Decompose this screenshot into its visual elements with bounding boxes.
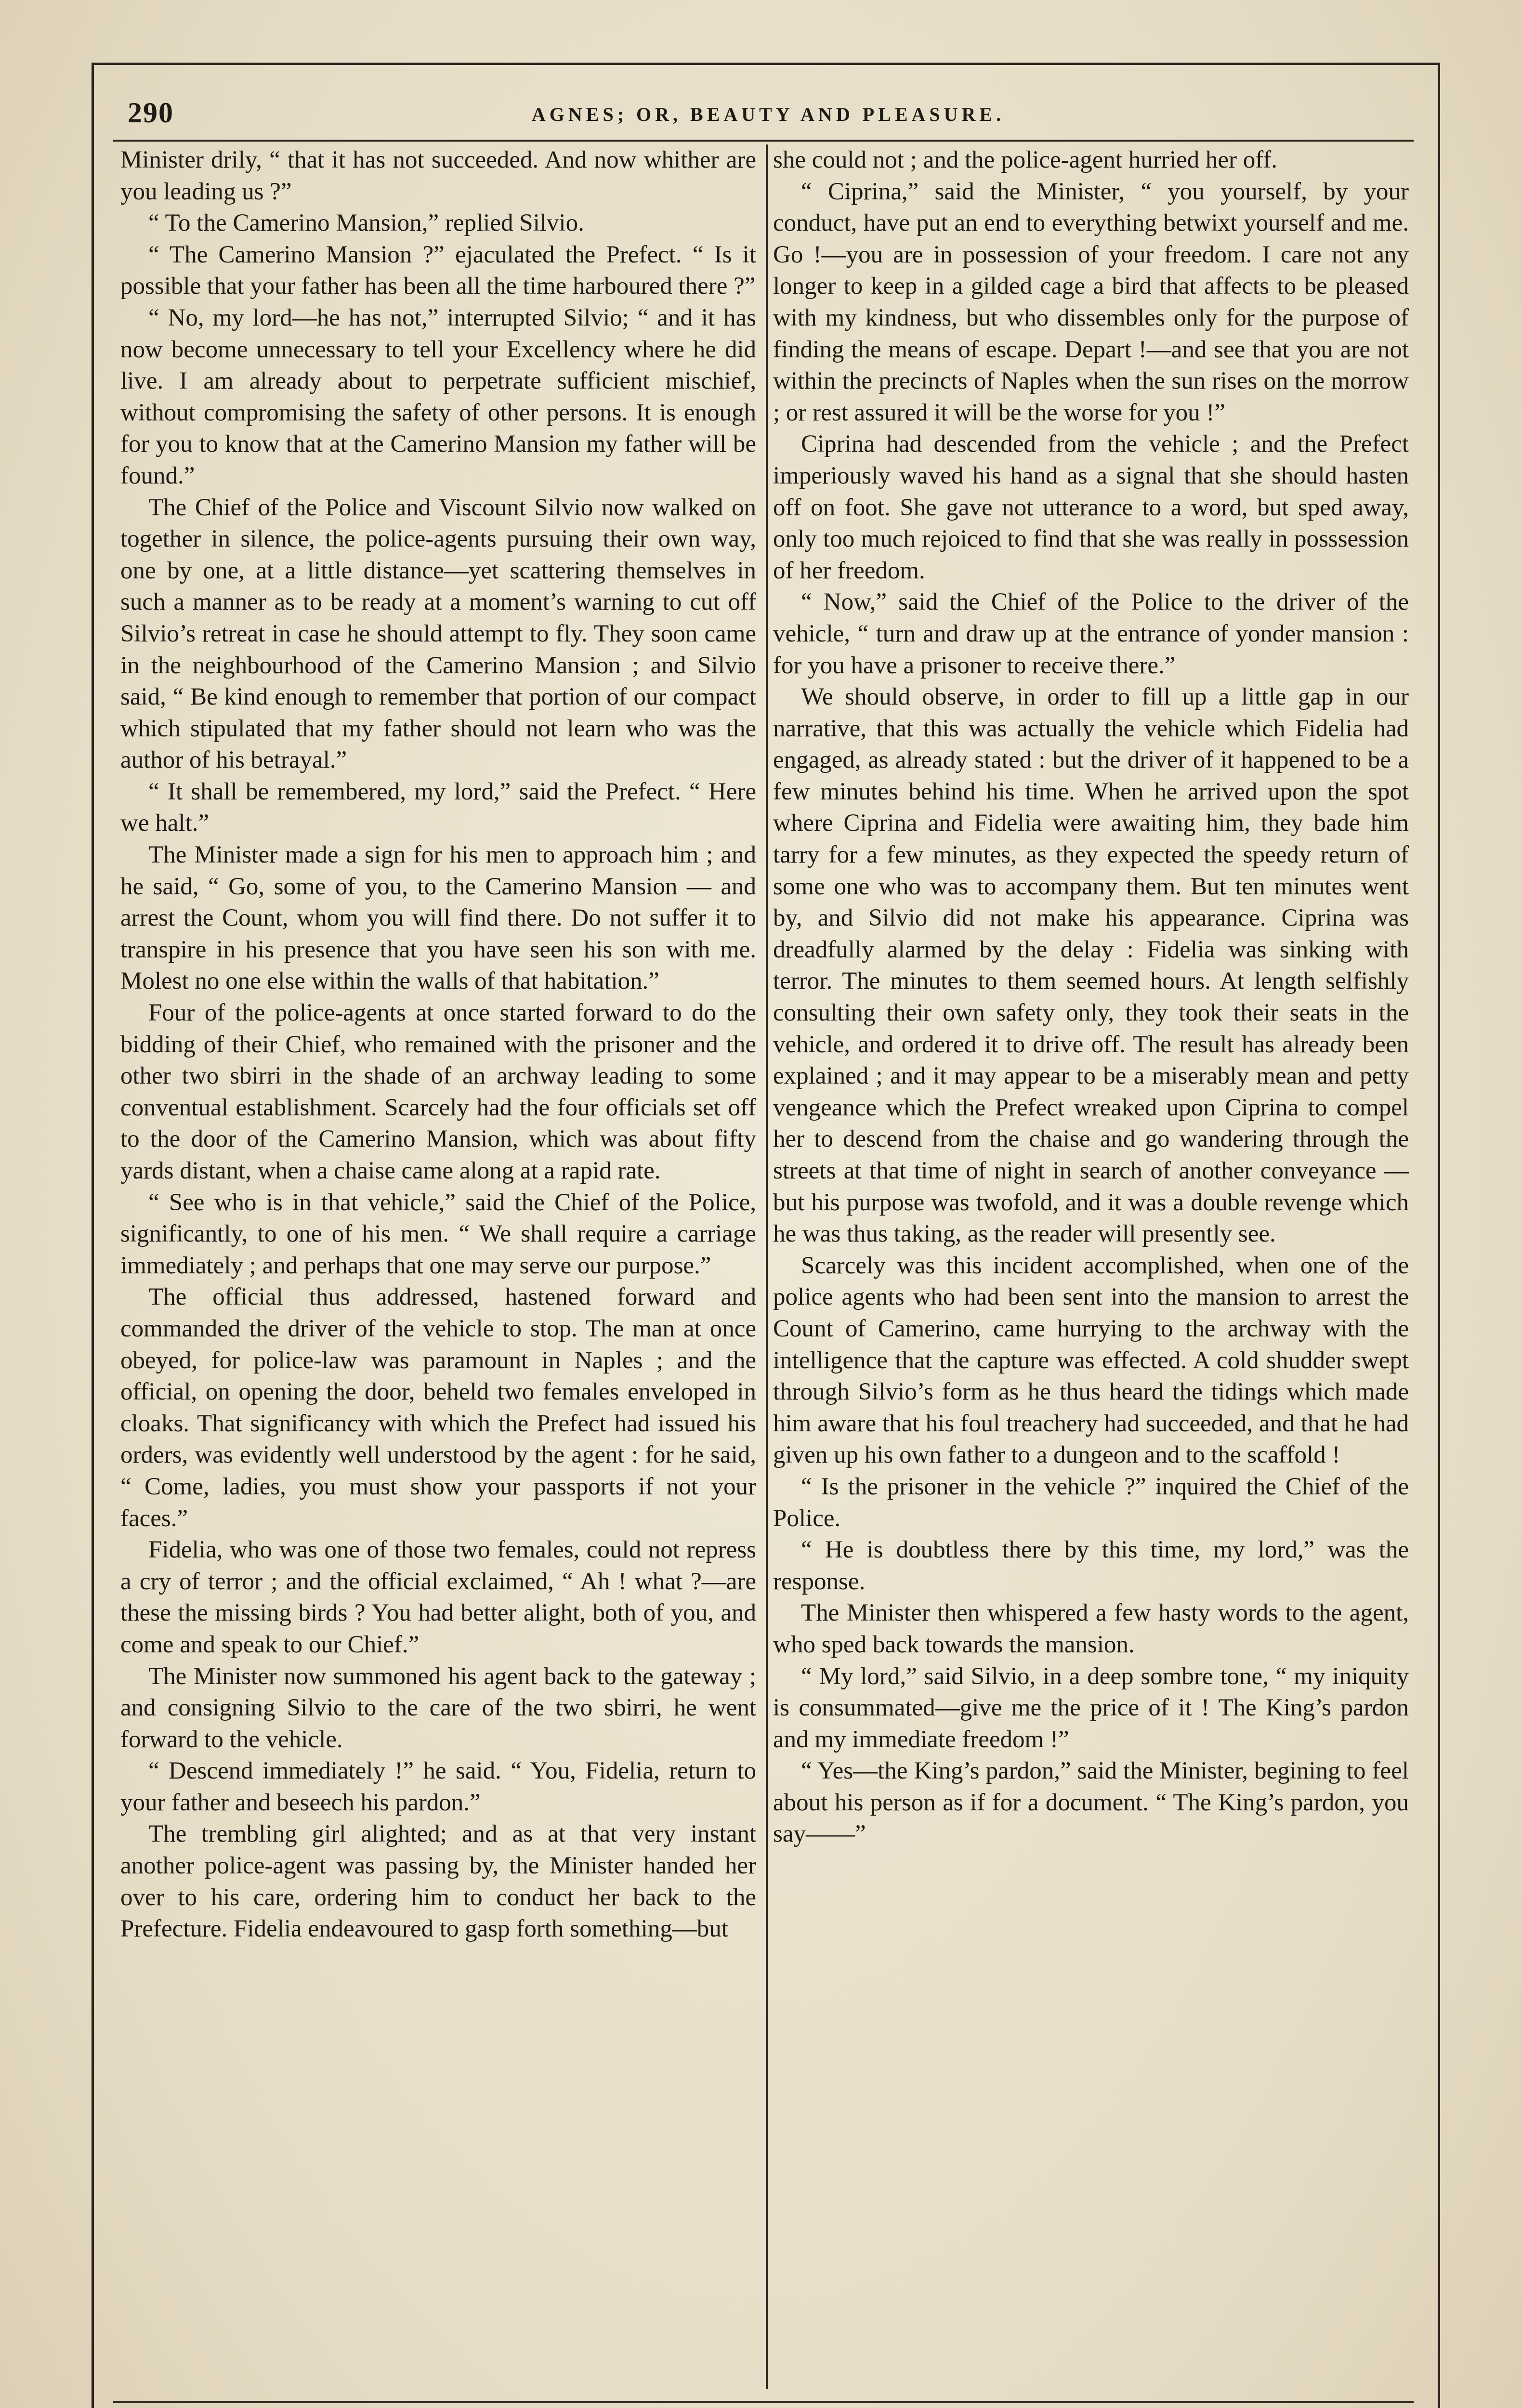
paragraph: The Minister then whispered a few hasty words to the agent, who sped back towards the mansion. <box>773 1599 1409 1658</box>
paragraph: “ Ciprina,” said the Minister, “ you yourself, by your conduct, have put an end to everything betwixt yourself and me. Go !—you are in possession of your freedom. I care not any longer to keep in a gilded cage a bird that affects to be pleased with my kindness, but who dissembles only for the purpose of finding the means of escape. Depart !—and see that you are not within the precincts of Naples when the sun rises on the morrow ; or rest assured it will be the worse for you !” <box>773 178 1409 426</box>
paragraph: Four of the police-agents at once started forward to do the bidding of their Chief, who remained with the prisoner and the other two sbirri in the shade of an archway leading to some conventual establishment. Scarcely had the four officials set off to the door of the Camerino Mansion, which was about fifty yards distant, when a chaise came along at a rapid rate. <box>120 999 756 1184</box>
paragraph: Scarcely was this incident accomplished, when one of the police agents who had been sent into the mansion to arrest the Count of Camerino, came hurrying to the archway with the intelligence that the capture was effected. A cold shudder swept through Silvio’s form as he thus heard the tidings which made him aware that his foul treachery had succeeded, and that he had given up his own father to a dungeon and to the scaffold ! <box>773 1252 1409 1469</box>
paragraph: “ My lord,” said Silvio, in a deep sombre tone, “ my iniquity is consummated—give me the price of it ! The King’s pardon and my immediate freedom !” <box>773 1662 1409 1753</box>
paragraph: “ Yes—the King’s pardon,” said the Minister, begining to feel about his person as if for a document. “ The King’s pardon, you say——” <box>773 1757 1409 1848</box>
paragraph: The Minister now summoned his agent back to the gateway ; and consigning Silvio to the care of the two sbirri, he went forward to the vehicle. <box>120 1662 756 1753</box>
paragraph: “ Now,” said the Chief of the Police to the driver of the vehicle, “ turn and draw up at the entrance of yonder mansion : for you have a prisoner to receive there.” <box>773 589 1409 679</box>
paragraph: “ Is the prisoner in the vehicle ?” inquired the Chief of the Police. <box>773 1473 1409 1532</box>
paragraph: The trembling girl alighted; and as at that very instant another police-agent was passing by, the Minister handed her over to his care, ordering him to conduct her back to the Prefecture. Fidelia endeavoured to gasp forth something—but <box>120 1820 756 1943</box>
running-title: AGNES; OR, BEAUTY AND PLEASURE. <box>531 104 1005 125</box>
paragraph: “ It shall be remembered, my lord,” said the Prefect. “ Here we halt.” <box>120 778 756 837</box>
paragraph: The Minister made a sign for his men to approach him ; and he said, “ Go, some of you, to the Camerino Mansion — and arrest the Count, whom you will find there. Do not suffer it to transpire in his presence that you have seen his son with me. Molest no one else within the walls of that habitation.” <box>120 841 756 995</box>
paragraph: The Chief of the Police and Viscount Silvio now walked on together in silence, the police-agents pursuing their own way, one by one, at a little distance—yet scattering themselves in such a manner as to be ready at a moment’s warning to cut off Silvio’s retreat in case he should attempt to fly. They soon came in the neighbourhood of the Camerino Mansion ; and Silvio said, “ Be kind enough to remember that portion of our compact which stipulated that my father should not learn who was the author of his betrayal.” <box>120 494 756 774</box>
paragraph: “ To the Camerino Mansion,” replied Silvio. <box>148 209 584 237</box>
paragraph: The official thus addressed, hastened forward and commanded the driver of the vehicle to stop. The man at once obeyed, for police-law was paramount in Naples ; and the official, on opening the door, beheld two females enveloped in cloaks. That significancy with which the Prefect had issued his orders, was evidently well understood by the agent : for he said, “ Come, ladies, you must show your passports if not your faces.” <box>120 1283 756 1532</box>
paragraph: Ciprina had descended from the vehicle ; and the Prefect imperiously waved his hand as a signal that she should hasten off on foot. She gave not utterance to a word, but sped away, only too much rejoiced to find that she was really in posssession of her freedom. <box>773 431 1409 584</box>
paragraph: “ See who is in that vehicle,” said the Chief of the Police, significantly, to one of his men. “ We shall require a carriage immediately ; and perhaps that one may serve our purpose.” <box>120 1189 756 1279</box>
paragraph: “ Descend immediately !” he said. “ You, Fidelia, return to your father and beseech his pardon.” <box>120 1757 756 1816</box>
paragraph: she could not ; and the police-agent hurried her off. <box>773 146 1278 173</box>
page-number: 290 <box>128 97 174 129</box>
paragraph: “ No, my lord—he has not,” interrupted Silvio; “ and it has now become unnecessary to tell your Excellency where he did live. I am already about to perpetrate sufficient mischief, without compromising the safety of other persons. It is enough for you to know that at the Camerino Mansion my father will be found.” <box>120 304 756 489</box>
paragraph: Fidelia, who was one of those two females, could not repress a cry of terror ; and the official exclaimed, “ Ah ! what ?—are these the missing birds ? You had better alight, both of you, and come and speak to our Chief.” <box>120 1536 756 1658</box>
paragraph: Minister drily, “ that it has not succeeded. And now whither are you leading us ?” <box>120 146 756 205</box>
right-column <box>773 144 1409 1850</box>
paragraph: “ He is doubtless there by this time, my lord,” was the response. <box>773 1536 1409 1595</box>
page-header <box>118 96 1418 135</box>
footer-rule <box>113 2401 1414 2403</box>
column-divider <box>766 144 768 2389</box>
left-column <box>120 144 756 1945</box>
header-rule <box>113 140 1414 142</box>
paragraph: We should observe, in order to fill up a little gap in our narrative, that this was actually the vehicle which Fidelia had engaged, as already stated : but the driver of it happened to be a few minutes behind his time. When he arrived upon the spot where Ciprina and Fidelia were awaiting him, they bade him tarry for a few minutes, as they expected the speedy return of some one who was to accompany them. But ten minutes went by, and Silvio did not make his appearance. Ciprina was dreadfully alarmed by the delay : Fidelia was sinking with terror. The minutes to them seemed hours. At length selfishly consulting their own safety only, they took their seats in the vehicle, and ordered it to drive off. The result has already been explained ; and it may appear to be a miserably mean and petty vengeance which the Prefect wreaked upon Ciprina to compel her to descend from the chaise and go wandering through the streets at that time of night in search of another conveyance — but his purpose was twofold, and it was a double revenge which he was thus taking, as the reader will presently see. <box>773 683 1409 1248</box>
paragraph: “ The Camerino Mansion ?” ejaculated the Prefect. “ Is it possible that your father has been all the time harboured there ?” <box>120 241 756 300</box>
